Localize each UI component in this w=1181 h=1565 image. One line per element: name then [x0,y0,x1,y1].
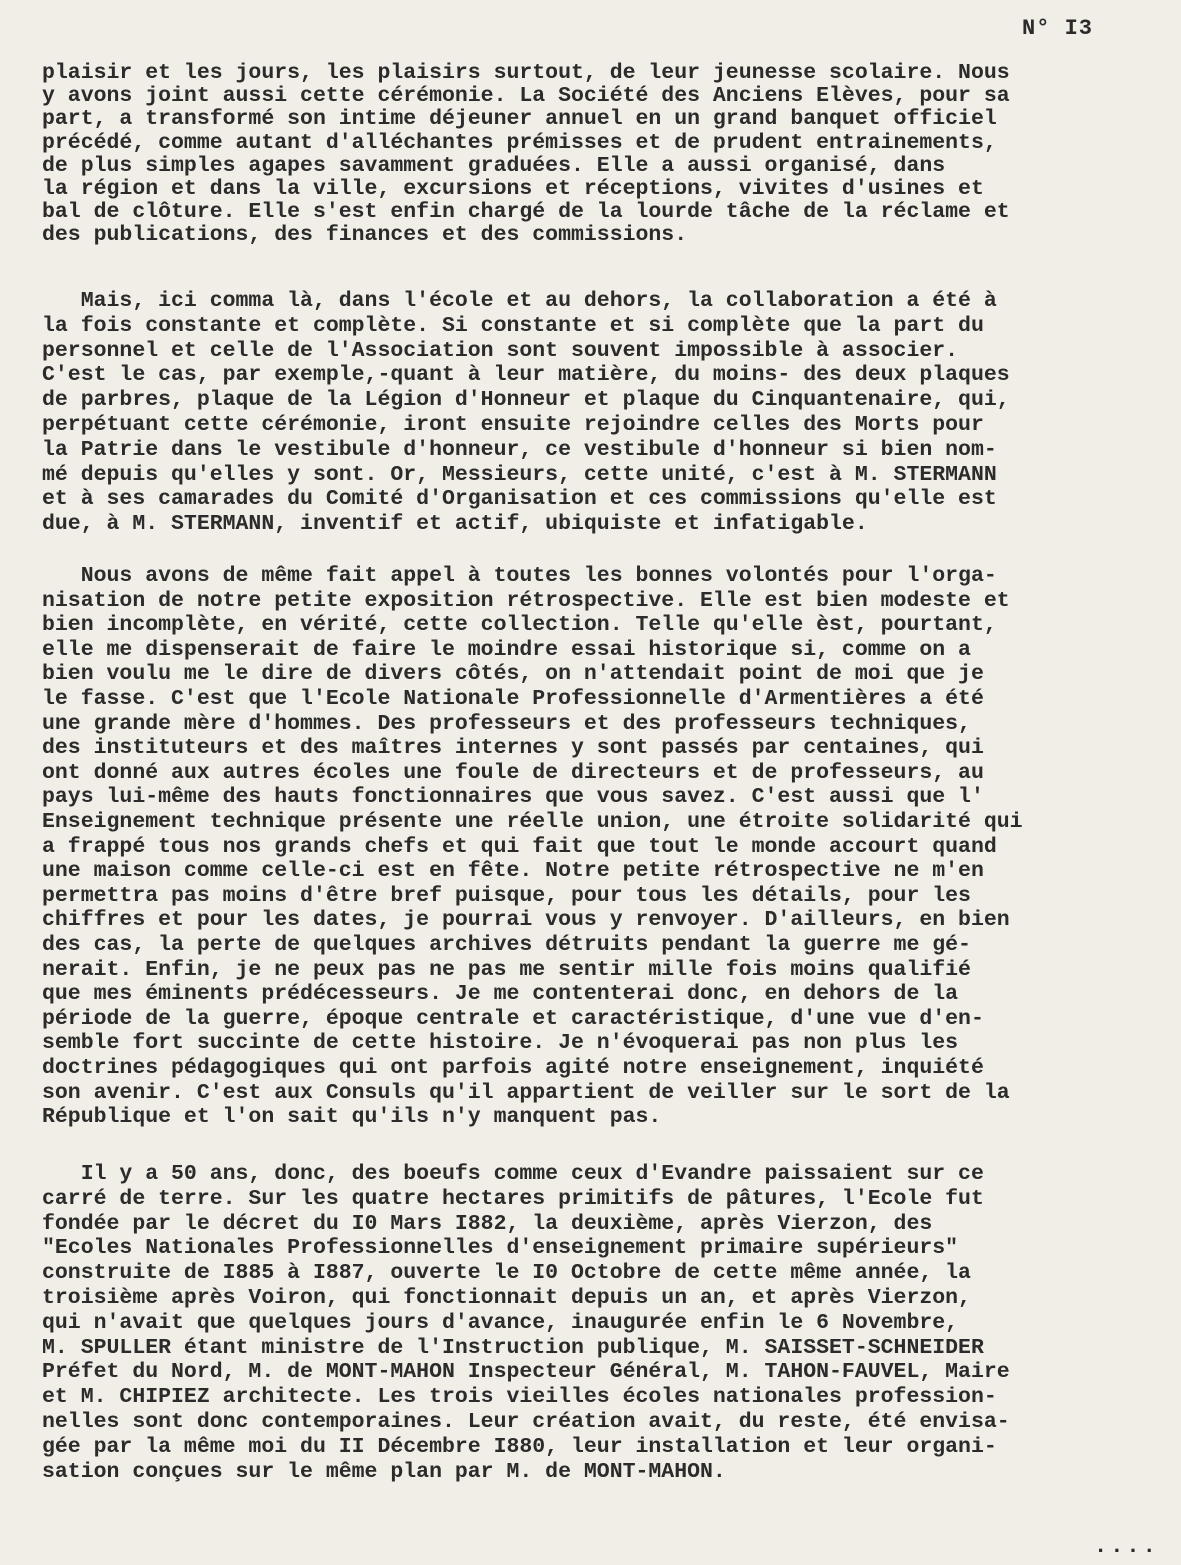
text-line: une grande mère d'hommes. Des professeurs et des professeurs techniques, [42,711,971,736]
text-line: due, à M. STERMANN, inventif et actif, ubiquiste et infatigable. [42,512,868,537]
text-line: de parbres, plaque de la Légion d'Honneur et plaque du Cinquantenaire, qui, [42,388,1010,413]
text-line: M. SPULLER étant ministre de l'Instruction publique, M. SAISSET-SCHNEIDER [42,1335,984,1360]
text-line: carré de terre. Sur les quatre hectares primitifs de pâtures, l'Ecole fut [42,1186,984,1211]
text-line: a frappé tous nos grands chefs et qui fait que tout le monde accourt quand [42,834,997,859]
text-line: la Patrie dans le vestibule d'honneur, ce vestibule d'honneur si bien nom- [42,437,997,462]
text-line: fondée par le décret du I0 Mars I882, la deuxième, après Vierzon, des [42,1211,933,1236]
text-line: troisième après Voiron, qui fonctionnait depuis un an, et après Vierzon, [42,1286,971,1310]
text-line: bien incomplète, en vérité, cette collection. Telle qu'elle èst, pourtant, [42,613,997,638]
text-line: C'est le cas, par exemple,-quant à leur matière, du moins- des deux plaques [42,363,1010,388]
text-line: nisation de notre petite exposition rétrospective. Elle est bien modeste et [42,588,1010,613]
text-line: que mes éminents prédécesseurs. Je me contenterai donc, en dehors de la [42,982,959,1007]
text-line: permettra pas moins d'être bref puisque, pour tous les détails, pour les [42,883,971,908]
text-line: précédé, comme autant d'alléchantes prémisses et de prudent entrainements, [42,130,997,155]
text-line: construite de I885 à I887, ouverte le I0 Octobre de cette même année, la [42,1261,971,1286]
text-line: nerait. Enfin, je ne peux pas ne pas me sentir mille fois moins qualifié [42,957,971,982]
text-line: Préfet du Nord, M. de MONT-MAHON Inspecteur Général, M. TAHON-FAUVEL, Maire [42,1360,1010,1385]
text-line: mé depuis qu'elles y sont. Or, Messieurs, cette unité, c'est à M. STERMANN [42,462,997,487]
text-line: des publications, des finances et des commissions. [42,223,688,248]
text-line: de plus simples agapes savamment graduées. Elle a aussi organisé, dans [42,153,946,178]
text-line: Mais, ici comma là, dans l'école et au dehors, la collaboration a été à [42,289,997,313]
text-line: "Ecoles Nationales Professionnelles d'enseignement primaire supérieurs" [42,1236,959,1261]
text-line: nelles sont donc contemporaines. Leur création avait, du reste, été envisa- [42,1410,1010,1434]
text-line: chiffres et pour les dates, je pourrai vous y renvoyer. D'ailleurs, en bien [42,908,1010,933]
text-line: République et l'on sait qu'ils n'y manquent pas. [42,1105,662,1130]
text-line: Enseignement technique présente une réelle union, une étroite solidarité qui [42,810,1023,834]
text-line: qui n'avait que quelques jours d'avance, inaugurée enfin le 6 Novembre, [42,1310,959,1335]
page-number: N° I3 [1022,16,1094,41]
text-line: bien voulu me le dire de divers côtés, on n'attendait point de moi que je [42,662,984,687]
text-line: part, a transformé son intime déjeuner annuel en un grand banquet officiel [42,107,997,132]
text-line: elle me dispenserait de faire le moindre essai historique si, comme on a [42,637,971,662]
text-line: y avons joint aussi cette cérémonie. La Société des Anciens Elèves, pour sa [42,84,1010,109]
text-line: sation conçues sur le même plan par M. de MONT-MAHON. [42,1459,726,1484]
text-line: et M. CHIPIEZ architecte. Les trois vieilles écoles nationales profession- [42,1385,997,1410]
text-line: une maison comme celle-ci est en fête. Notre petite rétrospective ne m'en [42,859,984,884]
text-line: Il y a 50 ans, donc, des boeufs comme ceux d'Evandre paissaient sur ce [42,1162,984,1186]
text-line: perpétuant cette cérémonie, iront ensuite rejoindre celles des Morts pour [42,413,984,437]
text-line: Nous avons de même fait appel à toutes les bonnes volontés pour l'orga- [42,564,997,588]
text-line: la région et dans la ville, excursions et réceptions, vivites d'usines et [42,177,984,201]
text-line: gée par la même moi du II Décembre I880, leur installation et leur organi- [42,1434,997,1459]
text-line: personnel et celle de l'Association sont souvent impossible à associer. [42,338,959,363]
text-line: période de la guerre, époque centrale et caractéristique, d'une vue d'en- [42,1006,984,1031]
text-line: pays lui-même des hauts fonctionnaires que vous savez. C'est aussi que l' [42,785,984,810]
text-line: doctrines pédagogiques qui ont parfois agité notre enseignement, inquiété [42,1056,984,1080]
text-line: plaisir et les jours, les plaisirs surtout, de leur jeunesse scolaire. Nous [42,61,1010,85]
text-line: des cas, la perte de quelques archives détruits pendant la guerre me gé- [42,933,971,957]
text-line: des instituteurs et des maîtres internes y sont passés par centaines, qui [42,736,984,761]
text-line: semble fort succinte de cette histoire. Je n'évoquerai pas non plus les [42,1031,959,1056]
text-line: la fois constante et complète. Si constante et si complète que la part du [42,313,984,338]
text-line: bal de clôture. Elle s'est enfin chargé de la lourde tâche de la réclame et [42,200,1010,225]
text-line: et à ses camarades du Comité d'Organisation et ces commissions qu'elle est [42,487,997,512]
continuation-marker: .... [1094,1534,1159,1559]
text-line: ont donné aux autres écoles une foule de directeurs et de professeurs, au [42,760,984,785]
text-line: le fasse. C'est que l'Ecole Nationale Professionnelle d'Armentières a été [42,687,984,711]
text-line: son avenir. C'est aux Consuls qu'il appartient de veiller sur le sort de la [42,1080,1010,1105]
